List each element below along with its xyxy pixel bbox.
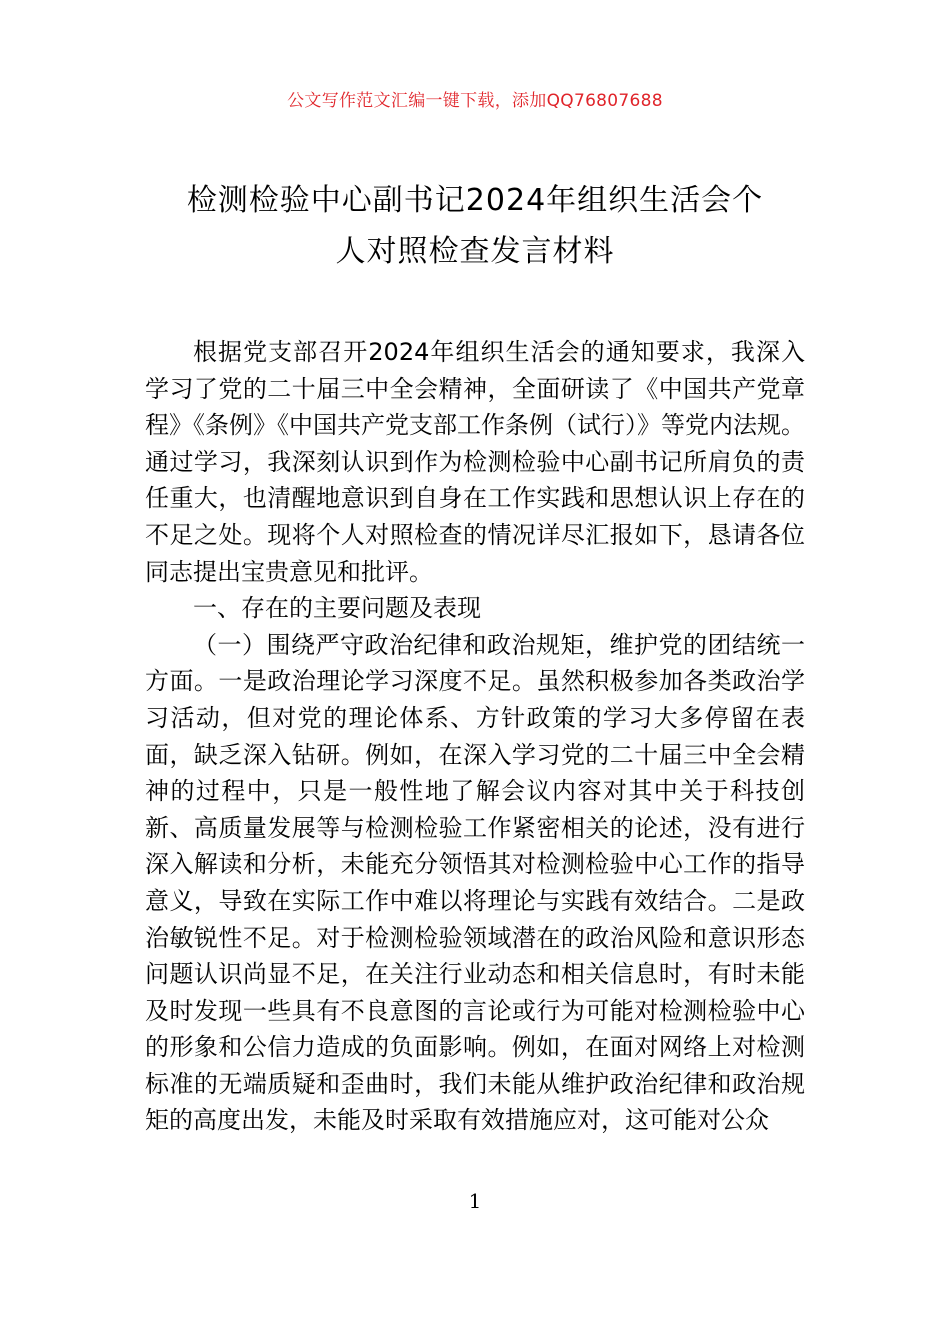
page-number: 1 [468,1189,482,1213]
document-title-line-2: 人对照检查发言材料 [335,234,615,269]
section-heading: 一、存在的主要问题及表现 [193,594,481,623]
download-promo-note: 公文写作范文汇编一键下载，添加QQ76807688 [287,91,663,111]
intro-paragraph: 根据党支部召开2024年组织生活会的通知要求，我深入学习了党的二十届三中全会精神，全面研读了《中国共产党章程》《条例》《中国共产党支部工作条例（试行）》等党内法规。通过学习，我深刻认识到作为检测检验中心副书记所肩负的责任重大，也清醒地意识到自身在工作实践和思想认识上存在的不足之处。现将个人对照检查的情况详尽汇报如下，恳请各位同志提出宝贵意见和批评。 [145,338,805,586]
section-paragraph: （一）围绕严守政治纪律和政治规矩，维护党的团结统一方面。一是政治理论学习深度不足。虽然积极参加各类政治学习活动，但对党的理论体系、方针政策的学习大多停留在表面，缺乏深入钻研。例如，在深入学习党的二十届三中全会精神的过程中，只是一般性地了解会议内容对其中关于科技创新、高质量发展等与检测检验工作紧密相关的论述，没有进行深入解读和分析，未能充分领悟其对检测检验中心工作的指导意义，导致在实际工作中难以将理论与实践有效结合。二是政治敏锐性不足。对于检测检验领域潜在的政治风险和意识形态问题认识尚显不足，在关注行业动态和相关信息时，有时未能及时发现一些具有不良意图的言论或行为可能对检测检验中心的形象和公信力造成的负面影响。例如，在面对网络上对检测标准的无端质疑和歪曲时，我们未能从维护政治纪律和政治规矩的高度出发，未能及时采取有效措施应对，这可能对公众 [145,630,805,1135]
document-title-line-1: 检测检验中心副书记2024年组织生活会个 [186,183,764,218]
document-body [145,334,805,1139]
